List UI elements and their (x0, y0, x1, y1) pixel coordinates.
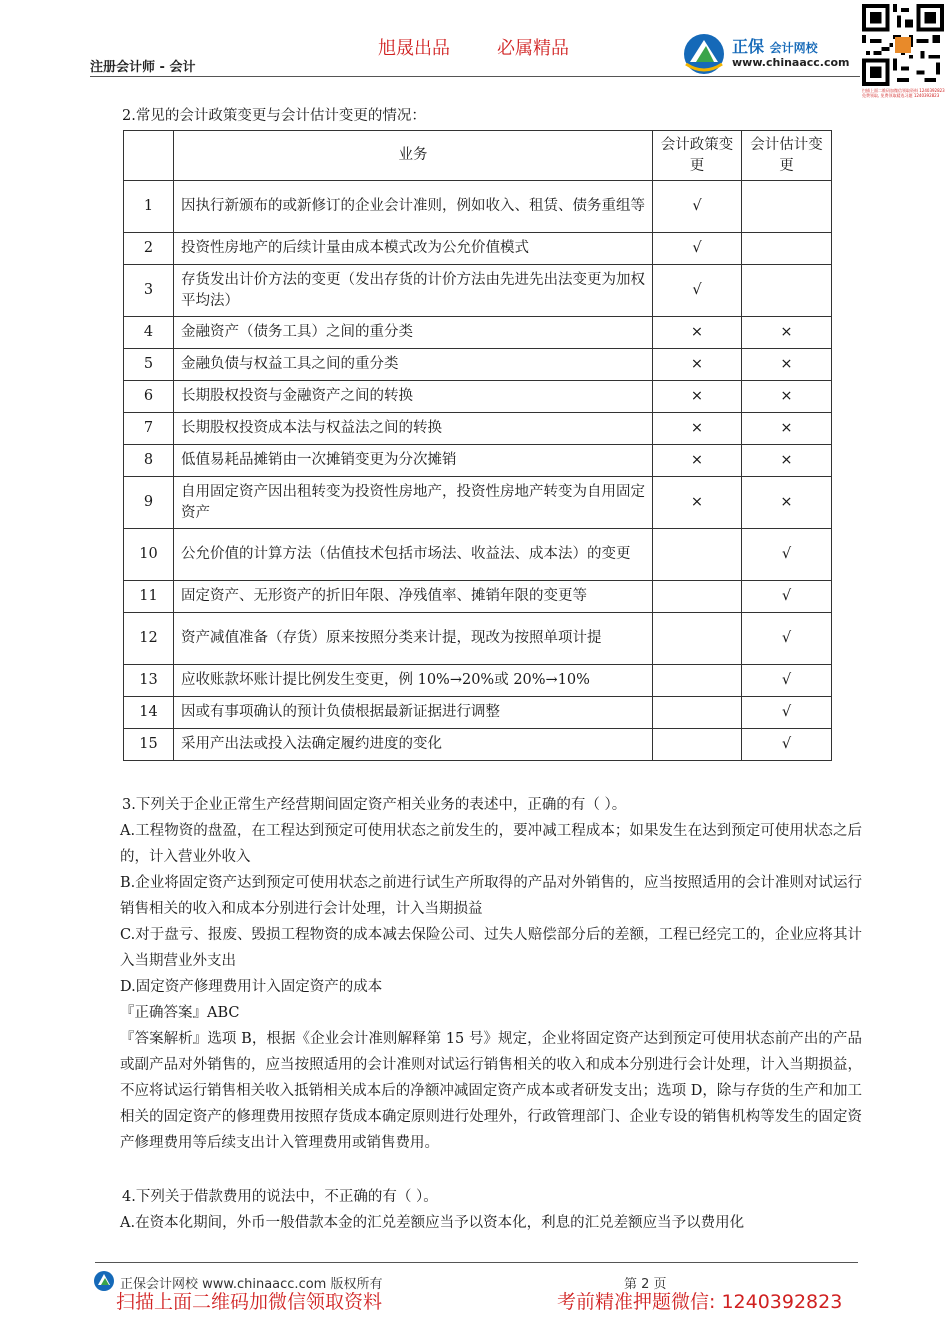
course-title: 注册会计师 - 会计 (90, 60, 196, 75)
qr-caption: 扫描上面二维码加微信领取资料 1240392823 免费领取, 免费领取精选习题 1240392823 (862, 88, 945, 98)
row-estimate-mark: √ (742, 665, 832, 697)
table-row (124, 413, 832, 445)
row-number: 12 (124, 613, 174, 665)
header-divider (90, 76, 860, 77)
table-row (124, 581, 832, 613)
table-row (124, 317, 832, 349)
row-estimate-mark: √ (742, 697, 832, 729)
row-estimate-mark: × (742, 445, 832, 477)
row-number: 10 (124, 529, 174, 581)
row-estimate-mark: × (742, 413, 832, 445)
row-estimate-mark: × (742, 317, 832, 349)
q3-option-b (120, 870, 862, 922)
logo-url: www.chinaacc.com (732, 56, 850, 69)
row-business: 存货发出计价方法的变更（发出存货的计价方法由先进先出法变更为加权平均法） (174, 265, 653, 317)
row-policy-mark: × (653, 477, 742, 529)
row-estimate-mark (742, 181, 832, 233)
row-policy-mark: √ (653, 233, 742, 265)
row-number: 11 (124, 581, 174, 613)
logo-wordmark (732, 34, 818, 57)
row-estimate-mark: √ (742, 729, 832, 761)
row-policy-mark (653, 613, 742, 665)
table-row (124, 445, 832, 477)
table-body (124, 181, 832, 761)
q3-option-c-text: C.对于盘亏、报废、毁损工程物资的成本减去保险公司、过失人赔偿部分后的差额，工程已经完工的，企业应将其计入当期营业外支出 (120, 927, 862, 969)
row-business: 应收账款坏账计提比例发生变更，例 10%→20%或 20%→10% (174, 665, 653, 697)
promo-left: 扫描上面二维码加微信领取资料 (116, 1291, 383, 1313)
table-row (124, 477, 832, 529)
row-estimate-mark: √ (742, 613, 832, 665)
row-business: 长期股权投资成本法与权益法之间的转换 (174, 413, 653, 445)
row-number: 8 (124, 445, 174, 477)
table-row (124, 181, 832, 233)
q4-stem: 4.下列关于借款费用的说法中，不正确的有（ ）。 (122, 1189, 438, 1205)
table-row (124, 265, 832, 317)
row-number: 6 (124, 381, 174, 413)
row-number: 9 (124, 477, 174, 529)
row-policy-mark: × (653, 349, 742, 381)
row-policy-mark (653, 729, 742, 761)
row-business: 采用产出法或投入法确定履约进度的变化 (174, 729, 653, 761)
row-estimate-mark: √ (742, 581, 832, 613)
row-policy-mark (653, 529, 742, 581)
row-business: 投资性房地产的后续计量由成本模式改为公允价值模式 (174, 233, 653, 265)
row-business: 低值易耗品摊销由一次摊销变更为分次摊销 (174, 445, 653, 477)
row-number: 1 (124, 181, 174, 233)
row-number: 13 (124, 665, 174, 697)
policy-change-table (123, 130, 832, 761)
row-business: 自用固定资产因出租转变为投资性房地产，投资性房地产转变为自用固定资产 (174, 477, 653, 529)
row-business: 金融资产（债务工具）之间的重分类 (174, 317, 653, 349)
q3-analysis: 『答案解析』选项 B，根据《企业会计准则解释第 15 号》规定，企业将固定资产达到预定可使用状态前产出的产品或副产品对外销售的，应当按照适用的会计准则对试运行销售相关的收入和成本分别进行会计处理，计入当期损益，不应将试运行销售相关收入抵销相关成本后的净额冲减固定资产成本或者研发支出；选项 D，除与存货的生产和加工相关的固定资产的修理费用按照存货成本确定原则进行处理外，行政管理部门、企业专设的销售机构等发生的固定资产修理费用等后续支出计入管理费用或销售费用。 (120, 1031, 862, 1151)
row-number: 7 (124, 413, 174, 445)
header-no (124, 131, 174, 181)
q3-option-a-text: A.工程物资的盘盈，在工程达到预定可使用状态之前发生的，要冲减工程成本；如果发生在达到预定可使用状态之后的，计入营业外收入 (120, 823, 862, 865)
row-number: 3 (124, 265, 174, 317)
row-number: 14 (124, 697, 174, 729)
row-estimate-mark: × (742, 477, 832, 529)
row-estimate-mark: √ (742, 529, 832, 581)
row-business: 长期股权投资与金融资产之间的转换 (174, 381, 653, 413)
row-number: 4 (124, 317, 174, 349)
header-business: 业务 (174, 131, 653, 181)
q3-answer: 『正确答案』ABC (120, 1005, 240, 1021)
footer-page-number: 第 2 页 (624, 1277, 667, 1292)
slogan-left: 旭晟出品 (378, 38, 450, 59)
row-number: 5 (124, 349, 174, 381)
table-row (124, 613, 832, 665)
section-title: 2.常见的会计政策变更与会计估计变更的情况： (122, 108, 426, 124)
q3-option-b-text: B.企业将固定资产达到预定可使用状态之前进行试生产所取得的产品对外销售的，应当按照适用的会计准则对试运行销售相关的收入和成本分别进行会计处理，计入当期损益 (120, 875, 862, 917)
row-policy-mark: × (653, 381, 742, 413)
table-header-row (124, 131, 832, 181)
header-policy-change: 会计政策变更 (653, 131, 742, 181)
row-policy-mark (653, 581, 742, 613)
q3-option-d: D.固定资产修理费用计入固定资产的成本 (120, 979, 383, 995)
qr-code-icon (862, 4, 944, 86)
row-business: 公允价值的计算方法（估值技术包括市场法、收益法、成本法）的变更 (174, 529, 653, 581)
row-policy-mark (653, 697, 742, 729)
table-row (124, 529, 832, 581)
chinaacc-footer-logo-icon (93, 1270, 115, 1292)
row-policy-mark: × (653, 413, 742, 445)
q3-option-c (120, 922, 862, 974)
q3-stem: 3.下列关于企业正常生产经营期间固定资产相关业务的表述中，正确的有（ ）。 (122, 797, 627, 813)
row-business: 固定资产、无形资产的折旧年限、净残值率、摊销年限的变更等 (174, 581, 653, 613)
q4-option-a: A.在资本化期间，外币一般借款本金的汇兑差额应当予以资本化，利息的汇兑差额应当予以费用化 (120, 1215, 745, 1231)
row-policy-mark: √ (653, 181, 742, 233)
row-business: 资产减值准备（存货）原来按照分类来计提，现改为按照单项计提 (174, 613, 653, 665)
table-row (124, 697, 832, 729)
row-estimate-mark (742, 265, 832, 317)
row-business: 因执行新颁布的或新修订的企业会计准则，例如收入、租赁、债务重组等 (174, 181, 653, 233)
footer-copyright: 正保会计网校 www.chinaacc.com 版权所有 (120, 1277, 383, 1292)
row-policy-mark: × (653, 317, 742, 349)
table-row (124, 349, 832, 381)
header-estimate-change: 会计估计变更 (742, 131, 832, 181)
logo-name: 正保 (732, 37, 765, 56)
row-policy-mark: × (653, 445, 742, 477)
row-estimate-mark: × (742, 381, 832, 413)
table-row (124, 665, 832, 697)
q3-option-a (120, 818, 862, 870)
footer-divider (95, 1262, 858, 1263)
row-policy-mark: √ (653, 265, 742, 317)
table-row (124, 729, 832, 761)
logo-sub: 会计网校 (769, 41, 818, 55)
row-estimate-mark: × (742, 349, 832, 381)
promo-right: 考前精准押题微信: 1240392823 (557, 1291, 843, 1313)
table-row (124, 381, 832, 413)
slogan-right: 必属精品 (497, 38, 569, 59)
row-number: 2 (124, 233, 174, 265)
row-policy-mark (653, 665, 742, 697)
table-row (124, 233, 832, 265)
row-business: 金融负债与权益工具之间的重分类 (174, 349, 653, 381)
row-business: 因或有事项确认的预计负债根据最新证据进行调整 (174, 697, 653, 729)
row-number: 15 (124, 729, 174, 761)
row-estimate-mark (742, 233, 832, 265)
